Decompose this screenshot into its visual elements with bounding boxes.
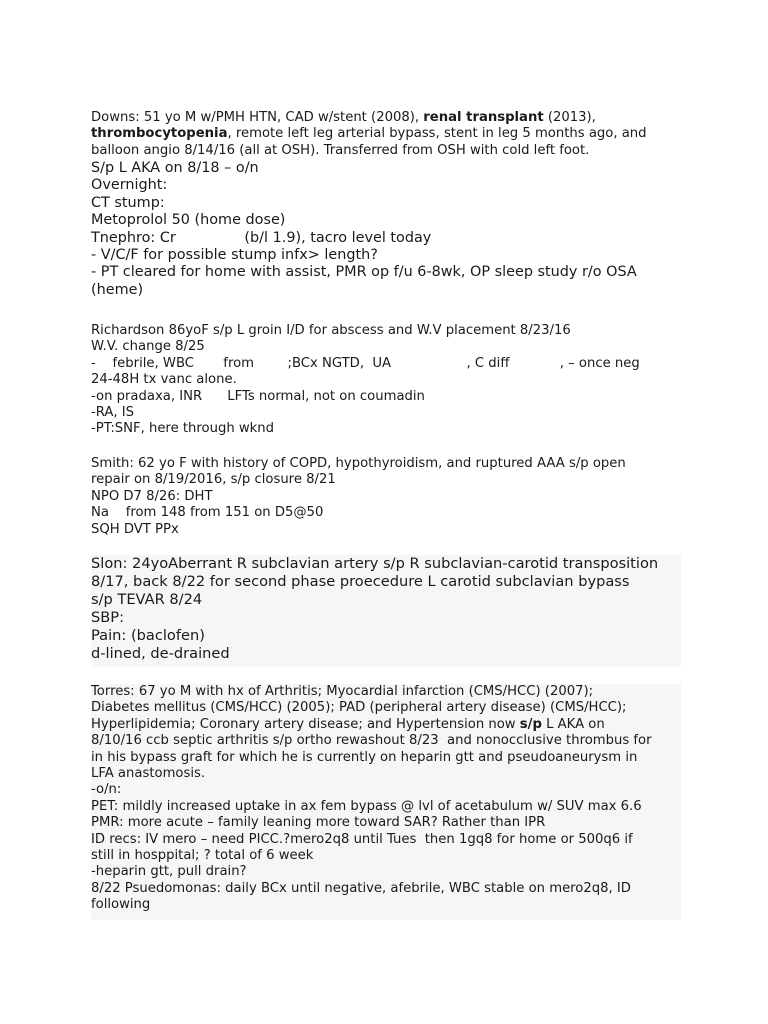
smith-line: repair on 8/19/2016, s/p closure 8/21 [91, 472, 336, 488]
bold-sp: s/p [519, 716, 542, 732]
note-torres [91, 684, 681, 920]
downs-plan-line: Metoprolol 50 (home dose) [91, 212, 286, 229]
bold-thrombocytopenia: thrombocytopenia [91, 126, 228, 142]
torres-line: PET: mildly increased uptake in ax fem bypass @ lvl of acetabulum w/ SUV max 6.6 [91, 798, 642, 814]
richardson-line: -RA, IS [91, 405, 135, 421]
downs-plan-line: S/p L AKA on 8/18 – o/n [91, 160, 259, 176]
downs-plan-line: - V/C/F for possible stump infx> length? [91, 247, 378, 264]
downs-plan-line: CT stump: [91, 194, 165, 211]
note-smith [91, 456, 681, 538]
torres-line: PMR: more acute – family leaning more toward SAR? Rather than IPR [91, 815, 546, 831]
torres-line: still in hosppital; ? total of 6 week [91, 848, 314, 864]
torres-line: 8/22 Psuedomonas: daily BCx until negative, afebrile, WBC stable on mero2q8, ID [91, 880, 631, 896]
note-slon [91, 555, 681, 667]
downs-line-1: Downs: 51 yo M w/PMH HTN, CAD w/stent (2008), renal transplant (2013), [91, 110, 596, 125]
smith-line: Na from 148 from 151 on D5@50 [91, 505, 324, 521]
torres-line: Torres: 67 yo M with hx of Arthritis; Myocardial infarction (CMS/HCC) (2007); [91, 684, 594, 699]
slon-line: Slon: 24yoAberrant R subclavian artery s/p R subclavian-carotid transposition [91, 555, 659, 572]
richardson-line: Richardson 86yoF s/p L groin I/D for abscess and W.V placement 8/23/16 [91, 323, 571, 338]
note-downs [91, 110, 681, 159]
slon-line: Pain: (baclofen) [91, 627, 205, 644]
downs-plan [91, 160, 681, 299]
torres-line: -o/n: [91, 782, 122, 798]
richardson-line: -on pradaxa, INR LFTs normal, not on coumadin [91, 388, 425, 404]
downs-line-3: balloon angio 8/14/16 (all at OSH). Transferred from OSH with cold left foot. [91, 142, 590, 158]
richardson-line: W.V. change 8/25 [91, 339, 205, 355]
smith-line: Smith: 62 yo F with history of COPD, hypothyroidism, and ruptured AAA s/p open [91, 456, 626, 471]
torres-line: -heparin gtt, pull drain? [91, 864, 247, 880]
richardson-line: -PT:SNF, here through wknd [91, 421, 275, 437]
torres-line: in his bypass graft for which he is currently on heparin gtt and pseudoaneurysm in [91, 749, 638, 765]
torres-line: following [91, 897, 151, 913]
torres-line: LFA anastomosis. [91, 766, 206, 782]
richardson-line: - febrile, WBC from ;BCx NGTD, UA , C diff , – once neg [91, 355, 640, 371]
smith-line: SQH DVT PPx [91, 521, 179, 537]
slon-line: SBP: [91, 609, 124, 626]
downs-plan-line: Tnephro: Cr (b/l 1.9), tacro level today [91, 229, 432, 246]
torres-line: 8/10/16 ccb septic arthritis s/p ortho rewashout 8/23 and nonocclusive thrombus for [91, 733, 652, 749]
slon-line: s/p TEVAR 8/24 [91, 591, 203, 608]
smith-line: NPO D7 8/26: DHT [91, 488, 213, 504]
downs-plan-line: (heme) [91, 281, 144, 298]
bold-renal-transplant: renal transplant [423, 110, 544, 125]
downs-plan-line: - PT cleared for home with assist, PMR op f/u 6-8wk, OP sleep study r/o OSA [91, 264, 637, 281]
slon-line: d-lined, de-drained [91, 645, 230, 662]
downs-plan-line: Overnight: [91, 177, 168, 194]
torres-line: Hyperlipidemia; Coronary artery disease; and Hypertension now s/p L AKA on [91, 716, 605, 732]
downs-line-2: thrombocytopenia, remote left leg arterial bypass, stent in leg 5 months ago, and [91, 126, 647, 142]
note-richardson [91, 323, 681, 438]
richardson-line: 24-48H tx vanc alone. [91, 372, 237, 388]
torres-line: ID recs: IV mero – need PICC.?mero2q8 until Tues then 1gq8 for home or 500q6 if [91, 831, 633, 847]
torres-line: Diabetes mellitus (CMS/HCC) (2005); PAD (peripheral artery disease) (CMS/HCC); [91, 700, 627, 716]
slon-line: 8/17, back 8/22 for second phase proecedure L carotid subclavian bypass [91, 573, 630, 590]
